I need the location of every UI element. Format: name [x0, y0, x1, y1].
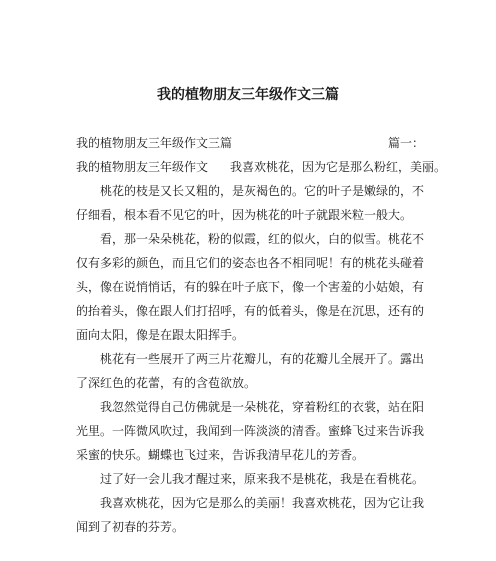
header-right-text: 篇一：	[387, 136, 424, 150]
intro-left-text: 我的植物朋友三年级作文	[76, 160, 209, 174]
intro-line	[76, 155, 447, 179]
document-body	[76, 131, 447, 539]
paragraph-3: 桃花有一些展开了两三片花瓣儿，有的花瓣儿全展开了。露出了深红色的花蕾，有的含苞欲放。	[76, 352, 425, 390]
header-line	[76, 131, 424, 155]
header-left-text: 我的植物朋友三年级作文三篇	[76, 136, 233, 150]
paragraph-6: 我喜欢桃花，因为它是那么的美丽！我喜欢桃花，因为它让我闻到了初春的芬芳。	[76, 496, 425, 534]
paragraph-5: 过了好一会儿我才醒过来，原来我不是桃花，我是在看桃花。	[100, 472, 425, 486]
paragraph-1: 桃花的枝是又长又粗的，是灰褐色的。它的叶子是嫩绿的，不仔细看，根本看不见它的叶，因为桃花的叶子就跟米粒一般大。	[76, 184, 425, 222]
document-title: 我的植物朋友三年级作文三篇	[157, 87, 339, 103]
paragraph-4: 我忽然觉得自己仿佛就是一朵桃花，穿着粉红的衣裳，站在阳光里。一阵微风吹过，我闻到一阵淡淡的清香。蜜蜂飞过来告诉我采蜜的快乐。蝴蝶也飞过来，告诉我清早花儿的芳香。	[76, 400, 425, 462]
paragraph-2: 看，那一朵朵桃花，粉的似霞，红的似火，白的似雪。桃花不仅有多彩的颜色，而且它们的姿态也各不相同呢！有的桃花头碰着头，像在说悄悄话，有的躲在叶子底下，像一个害羞的小姑娘，有的抬着头，像在跟人们打招呼，有的低着头，像是在沉思，还有的面向太阳，像是在跟太阳挥手。	[76, 232, 425, 342]
intro-right-text: 我喜欢桃花，因为它是那么粉红，美丽。	[230, 160, 447, 174]
